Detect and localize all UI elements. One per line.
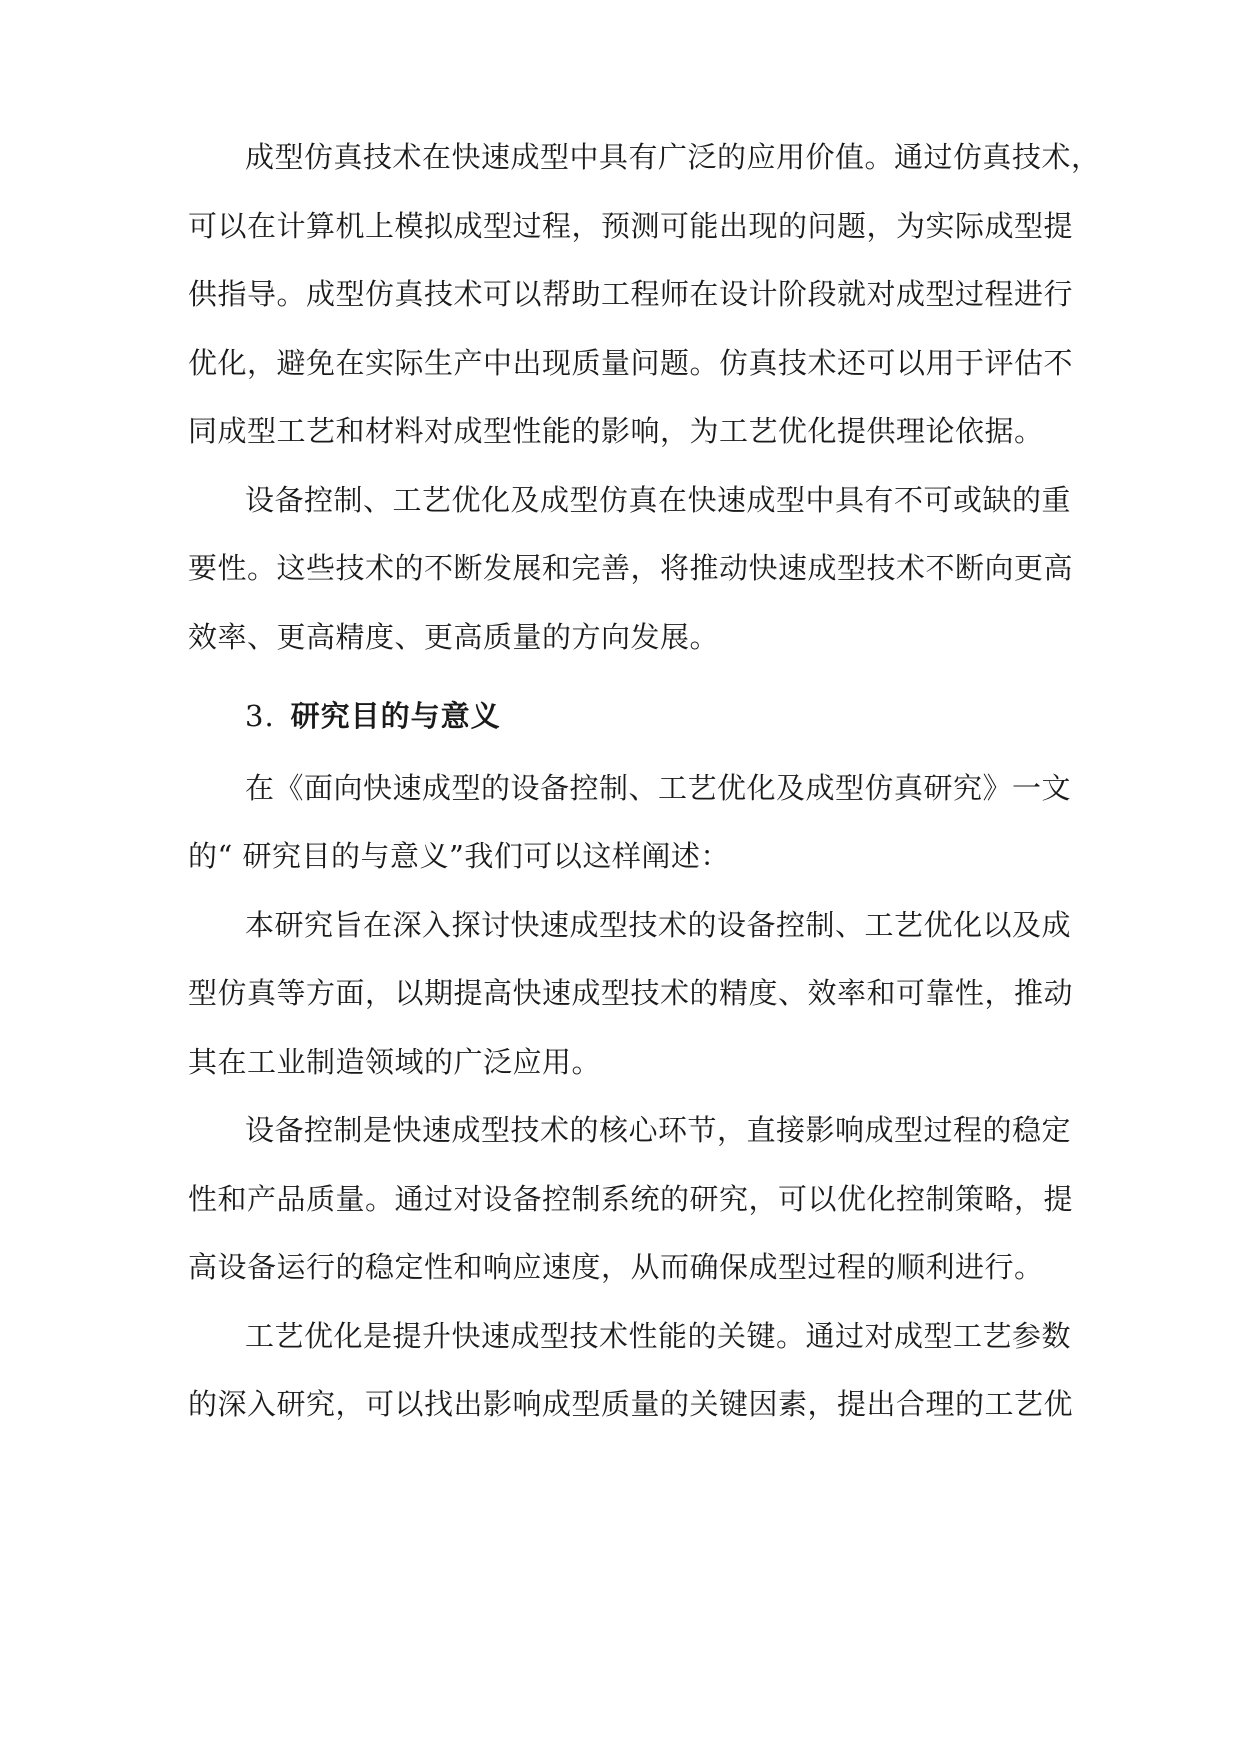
text-line: 设备控制是快速成型技术的核心环节，直接影响成型过程的稳定 (245, 1113, 1072, 1147)
text-line: 优化，避免在实际生产中出现质量问题。仿真技术还可以用于评估不 (188, 346, 1074, 380)
text-line: 设备控制、工艺优化及成型仿真在快速成型中具有不可或缺的重 (245, 483, 1072, 517)
text-line: 性和产品质量。通过对设备控制系统的研究，可以优化控制策略，提 (188, 1182, 1074, 1216)
section-heading (245, 696, 1048, 736)
text-line: 工艺优化是提升快速成型技术性能的关键。通过对成型工艺参数 (245, 1319, 1072, 1353)
text-line: 要性。这些技术的不断发展和完善，将推动快速成型技术不断向更高 (188, 551, 1074, 585)
text-line: 同成型工艺和材料对成型性能的影响，为工艺优化提供理论依据。 (188, 414, 1044, 448)
section-title: 研究目的与意义 (290, 699, 501, 733)
text-line: 的“ 研究目的与意义”我们可以这样阐述： (188, 839, 730, 873)
text-line: 其在工业制造领域的广泛应用。 (188, 1045, 602, 1079)
text-line: 高设备运行的稳定性和响应速度，从而确保成型过程的顺利进行。 (188, 1250, 1044, 1284)
text-line: 可以在计算机上模拟成型过程，预测可能出现的问题，为实际成型提 (188, 209, 1074, 243)
section-number: 3. (245, 699, 275, 733)
text-line: 本研究旨在深入探讨快速成型技术的设备控制、工艺优化以及成 (245, 908, 1072, 942)
text-line: 效率、更高精度、更高质量的方向发展。 (188, 620, 720, 654)
text-line: 在《面向快速成型的设备控制、工艺优化及成型仿真研究》一文 (245, 771, 1072, 805)
text-line: 型仿真等方面，以期提高快速成型技术的精度、效率和可靠性，推动 (188, 976, 1074, 1010)
text-line: 成型仿真技术在快速成型中具有广泛的应用价值。通过仿真技术， (245, 140, 1101, 174)
text-line: 供指导。成型仿真技术可以帮助工程师在设计阶段就对成型过程进行 (188, 277, 1074, 311)
text-line: 的深入研究，可以找出影响成型质量的关键因素，提出合理的工艺优 (188, 1387, 1074, 1421)
